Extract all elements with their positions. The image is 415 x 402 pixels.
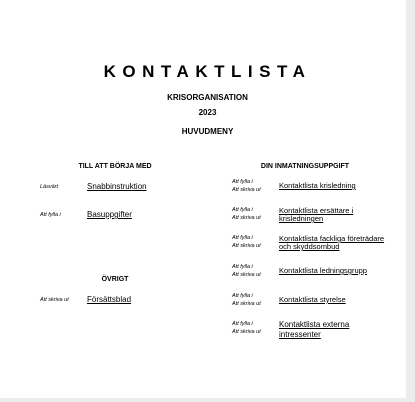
print-note: Att skriva ut [232, 243, 261, 249]
basuppgifter-link[interactable]: Basuppgifter [87, 210, 132, 219]
kontaktlista-ledningsgrupp-link[interactable]: Kontaktlista ledningsgrupp [279, 266, 367, 275]
kontaktlista-styrelse-link[interactable]: Kontaktlista styrelse [279, 295, 346, 304]
page-year: 2023 [198, 108, 217, 117]
left-item-note: Att fylla i [40, 212, 61, 218]
fill-note: Att fylla i [232, 179, 253, 185]
kontaktlista-fackliga-link[interactable]: Kontaktlista fackliga företrädare och skyddsombud [279, 234, 385, 251]
snabbinstruktion-link[interactable]: Snabbinstruktion [87, 182, 147, 191]
left-item-note: Läsvärt [40, 184, 59, 190]
left-item-note: Att skriva ut [40, 297, 69, 303]
print-note: Att skriva ut [232, 215, 261, 221]
fill-note: Att fylla i [232, 207, 253, 213]
fill-note: Att fylla i [232, 264, 253, 270]
kontaktlista-krisledning-link[interactable]: Kontaktlista krisledning [279, 181, 356, 190]
kontaktlista-externa-link[interactable]: Kontaktlista externa intressenter [279, 320, 350, 339]
fill-note: Att fylla i [232, 293, 253, 299]
page-subtitle: KRISORGANISATION [167, 93, 248, 102]
page-title: KONTAKTLISTA [103, 62, 312, 81]
fill-note: Att fylla i [232, 321, 253, 327]
print-note: Att skriva ut [232, 272, 261, 278]
print-note: Att skriva ut [232, 301, 261, 307]
other-heading: ÖVRIGT [101, 276, 129, 283]
print-note: Att skriva ut [232, 329, 261, 335]
left-heading: TILL ATT BÖRJA MED [78, 163, 152, 170]
kontaktlista-ersattare-link[interactable]: Kontaktlista ersättare i krisledningen [279, 206, 354, 223]
fill-note: Att fylla i [232, 235, 253, 241]
right-heading: DIN INMATNINGSUPPGIFT [260, 163, 350, 170]
forsattsblad-link[interactable]: Försättsblad [87, 295, 132, 304]
menu-heading: HUVUDMENY [181, 127, 234, 136]
print-note: Att skriva ut [232, 187, 261, 193]
